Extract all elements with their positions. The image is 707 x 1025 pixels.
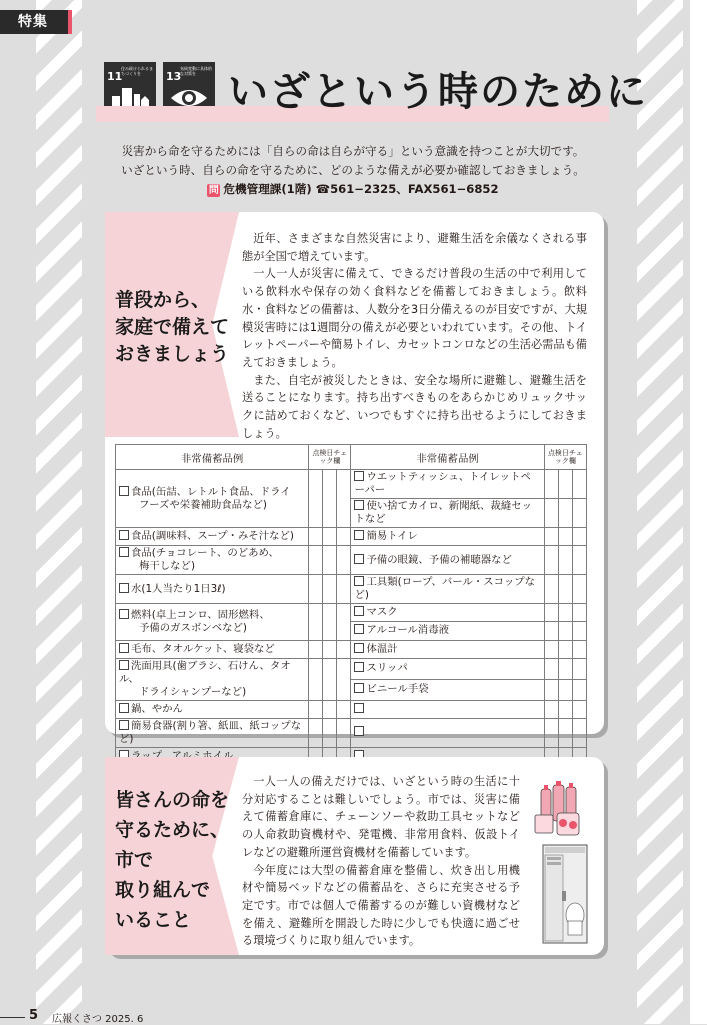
check-cell[interactable] [544, 528, 558, 546]
check-cell[interactable] [558, 658, 572, 679]
intro-line: 災害から命を守るためには「自らの命は自らが守る」という意識を持つことが大切です。 [121, 144, 585, 158]
supply-item: マスク [351, 604, 544, 622]
check-cell[interactable] [558, 499, 572, 528]
check-cell[interactable] [309, 604, 323, 640]
check-cell[interactable] [309, 528, 323, 546]
section-tag: 特集 [0, 10, 68, 34]
table-row [116, 528, 587, 546]
checkbox[interactable] [119, 547, 129, 557]
supply-item: 燃料(卓上コンロ、固形燃料、 予備のガスボンベなど) [116, 604, 309, 640]
check-cell[interactable] [323, 470, 337, 528]
decorative-stripes-right [637, 0, 683, 1024]
intro-line: いざという時、自らの命を守るために、どのような備えが必要か確認しておきましょう。 [121, 163, 585, 177]
emergency-supplies-table [115, 444, 587, 766]
check-cell[interactable] [544, 640, 558, 658]
check-cell[interactable] [572, 640, 586, 658]
table-row [116, 658, 587, 679]
check-cell[interactable] [337, 575, 351, 604]
supply-item: 工具類(ロープ、バール・スコップなど) [351, 575, 544, 604]
supply-item [351, 700, 544, 718]
table-row [116, 546, 587, 575]
check-cell[interactable] [544, 718, 558, 747]
check-cell[interactable] [323, 700, 337, 718]
section-heading: 普段から、 家庭で備えて おきましょう [115, 289, 230, 365]
check-cell[interactable] [309, 575, 323, 604]
section-body: 一人一人の備えだけでは、いざという時の生活に十分対応することは難しいでしょう。市では、災害に備えて備蓄倉庫に、チェーンソーや救助工具セットなどの人命救助資機材や、発電機、非常用食料、仮設トイレなどの避難所運営資機材を備蓄しています。 今年度には大型の備蓄倉庫を整備し、炊き出し用機材や簡易ベッドなどの備蓄品を、さらに充実させる予定です。市では個人で備蓄するのが難しい資機材などを備え、避難所を開設した時に少しでも快適に過ごせる環境づくりに取り組んでいます。 [242, 775, 520, 948]
supply-item: 簡易食器(割り箸、紙皿、紙コップなど) [116, 718, 309, 747]
storage-locker-icon [543, 845, 587, 943]
check-cell[interactable] [309, 718, 323, 747]
water-bottles-icon [535, 781, 579, 835]
checkbox[interactable] [354, 576, 364, 586]
check-cell[interactable] [558, 470, 572, 499]
supply-item: 水(1人当たり1日3ℓ) [116, 575, 309, 604]
checkbox[interactable] [354, 703, 364, 713]
table-row [116, 470, 587, 499]
check-cell[interactable] [544, 470, 558, 499]
check-cell[interactable] [323, 528, 337, 546]
check-cell[interactable] [558, 640, 572, 658]
check-cell[interactable] [558, 679, 572, 700]
sdg-badge-text: 気候変動に具体的な対策を [180, 66, 212, 76]
city-efforts-card [105, 757, 604, 955]
supply-item: 鍋、やかん [116, 700, 309, 718]
section-heading: 皆さんの命を 守るために、 市で 取り組んで いること [115, 789, 230, 931]
page-edge [690, 0, 707, 1024]
checkbox[interactable] [119, 643, 129, 653]
check-cell[interactable] [572, 604, 586, 622]
supply-item: スリッパ [351, 658, 544, 679]
table-row [116, 575, 587, 604]
intro [100, 142, 606, 199]
supply-item: 予備の眼鏡、予備の補聴器など [351, 546, 544, 575]
checkbox[interactable] [354, 471, 364, 481]
table-row [116, 718, 587, 747]
decorative-stripes-left [36, 0, 82, 1024]
check-cell[interactable] [337, 546, 351, 575]
check-cell[interactable] [572, 718, 586, 747]
check-cell[interactable] [558, 528, 572, 546]
page-number: 5 [25, 1008, 42, 1023]
check-cell[interactable] [309, 546, 323, 575]
checkbox[interactable] [354, 500, 364, 510]
sdg-badge-text: 住み続けられるまちづくりを [121, 66, 153, 76]
check-cell[interactable] [544, 575, 558, 604]
inquiry-mark: 問 [208, 185, 219, 196]
table-header-item: 非常備蓄品例 [116, 445, 309, 470]
check-cell[interactable] [572, 528, 586, 546]
check-cell[interactable] [337, 640, 351, 658]
check-cell[interactable] [323, 658, 337, 700]
supply-item [351, 718, 544, 747]
check-cell[interactable] [337, 470, 351, 528]
checkbox[interactable] [354, 726, 364, 736]
check-cell[interactable] [337, 718, 351, 747]
check-cell[interactable] [544, 604, 558, 622]
check-cell[interactable] [544, 700, 558, 718]
check-cell[interactable] [309, 470, 323, 528]
checkbox[interactable] [354, 624, 364, 634]
check-cell[interactable] [572, 575, 586, 604]
table-row [116, 640, 587, 658]
checkbox[interactable] [354, 683, 364, 693]
check-cell[interactable] [558, 604, 572, 622]
check-cell[interactable] [309, 700, 323, 718]
check-cell[interactable] [309, 640, 323, 658]
supply-item: 使い捨てカイロ、新聞紙、裁縫セットなど [351, 499, 544, 528]
check-cell[interactable] [558, 622, 572, 640]
supply-item: 食品(チョコレート、のどあめ、 梅干しなど) [116, 546, 309, 575]
checkbox[interactable] [354, 530, 364, 540]
checkbox[interactable] [354, 606, 364, 616]
check-cell[interactable] [544, 658, 558, 679]
table-row [116, 700, 587, 718]
checkbox[interactable] [354, 554, 364, 564]
page-title: いざという時のために [228, 69, 648, 115]
section-body: 近年、さまざまな自然災害により、避難生活を余儀なくされる事態が全国で増えています。 一人一人が災害に備えて、できるだけ普段の生活の中で利用している飲料水や保存の効く食料などを備蓄しておきましょう。飲料水・食料などの備蓄は、人数分を3日分備えるのが目安ですが、大規模災害時には1週間分の備えが必要といわれています。その他、トイレットペーパーや簡易トイレ、カセットコンロなどの生活必需品も備えておきましょう。 また、自宅が被災したときは、安全な場所に避難し、避難生活を送ることになります。持ち出すべきものをあらかじめリュックサックに詰めておくなど、いつでもすぐに持ち出せるようにしておきましょう。 [242, 232, 587, 440]
sdg-badge-11: 11 住み続けられるまちづくりを [104, 62, 156, 114]
checkbox[interactable] [354, 643, 364, 653]
check-cell[interactable] [572, 700, 586, 718]
check-cell[interactable] [323, 546, 337, 575]
stockpile-illustration [533, 779, 593, 949]
checkbox[interactable] [119, 583, 129, 593]
table-row [116, 604, 587, 622]
check-cell[interactable] [572, 679, 586, 700]
contact-text: 危機管理課(1階) ☎561−2325、FAX561−6852 [223, 182, 499, 196]
check-cell[interactable] [572, 546, 586, 575]
check-cell[interactable] [572, 499, 586, 528]
supply-item: アルコール消毒液 [351, 622, 544, 640]
check-cell[interactable] [544, 679, 558, 700]
check-cell[interactable] [337, 658, 351, 700]
check-cell[interactable] [337, 700, 351, 718]
check-cell[interactable] [572, 622, 586, 640]
check-cell[interactable] [323, 575, 337, 604]
check-cell[interactable] [544, 622, 558, 640]
check-cell[interactable] [558, 575, 572, 604]
checkbox[interactable] [119, 720, 129, 730]
contact-info [100, 180, 606, 199]
supply-item: 体温計 [351, 640, 544, 658]
check-cell[interactable] [544, 546, 558, 575]
checkbox[interactable] [119, 703, 129, 713]
check-cell[interactable] [558, 546, 572, 575]
sdg-badge-13: 13 気候変動に具体的な対策を [163, 62, 215, 114]
check-cell[interactable] [323, 640, 337, 658]
check-cell[interactable] [309, 658, 323, 700]
check-cell[interactable] [544, 499, 558, 528]
supply-item: 毛布、タオルケット、寝袋など [116, 640, 309, 658]
checkbox[interactable] [119, 660, 129, 670]
supply-item: 洗面用具(歯ブラシ、石けん、タオル、 ドライシャンプーなど) [116, 658, 309, 700]
table-header-item: 非常備蓄品例 [351, 445, 544, 470]
check-cell[interactable] [337, 528, 351, 546]
check-cell[interactable] [323, 718, 337, 747]
checkbox[interactable] [354, 662, 364, 672]
supply-item: 食品(調味料、スープ・みそ汁など) [116, 528, 309, 546]
publication-name: 広報くさつ 2025. 6 [52, 1014, 144, 1025]
checkbox[interactable] [119, 609, 129, 619]
table-header-check: 点検日チェック欄 [544, 445, 586, 470]
home-preparation-card [105, 212, 604, 745]
checkbox[interactable] [119, 486, 129, 496]
check-cell[interactable] [323, 604, 337, 640]
supply-item: ウエットティッシュ、トイレットペーパー [351, 470, 544, 499]
supply-item: 食品(缶詰、レトルト食品、ドライ フーズや栄養補助食品など) [116, 470, 309, 528]
check-cell[interactable] [572, 470, 586, 499]
check-cell[interactable] [558, 718, 572, 747]
table-header-check: 点検日チェック欄 [309, 445, 351, 470]
check-cell[interactable] [572, 658, 586, 679]
supply-item: ビニール手袋 [351, 679, 544, 700]
checkbox[interactable] [119, 530, 129, 540]
check-cell[interactable] [337, 604, 351, 640]
supply-item: 簡易トイレ [351, 528, 544, 546]
check-cell[interactable] [558, 700, 572, 718]
